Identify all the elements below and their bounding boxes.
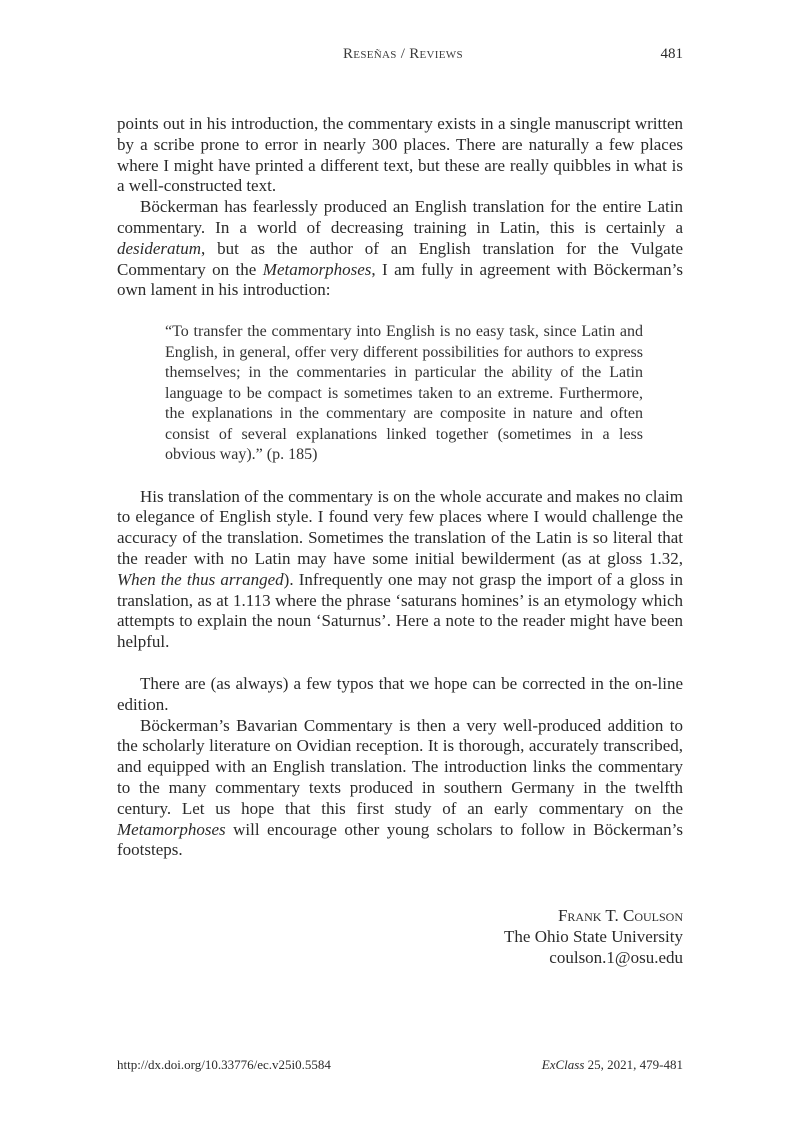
- page-header: [117, 46, 683, 68]
- reviewer-email[interactable]: coulson.1@osu.edu: [549, 947, 683, 967]
- page-number: 481: [660, 46, 683, 62]
- review-body: [117, 114, 683, 861]
- reviewer-name: Frank T. Coulson: [557, 906, 683, 925]
- italic-gloss: When the thus arranged: [117, 569, 284, 589]
- block-quote: “To transfer the commentary into English is no easy task, since Latin and English, in general, offer very different possibilities for authors to express themselves; in the commentaries in particular the ability of the Latin language to be compact is sometimes taken to an extreme. Furthermore, the explanations in the commentary are composite in nature and often consist of several explanations linked together (sometimes in a less obvious way).” (p. 185): [165, 323, 643, 464]
- paragraph-5: Böckerman’s Bavarian Commentary is then a very well-produced addition to the scholarly literature on Ovidian reception. It is thorough, accurately transcribed, and equipped with an English translation. The introduction links the commentary to the many commentary texts produced in southern Germany in the twelfth century. Let us hope that this first study of an early commentary on the Metamorphoses will encourage other young scholars to follow in Böckerman’s footsteps.: [117, 715, 683, 860]
- running-head: Reseñas / Reviews: [343, 46, 463, 62]
- page-footer: [117, 1057, 683, 1077]
- italic-title: Metamorphoses: [262, 259, 372, 279]
- italic-term: desideratum: [117, 238, 202, 258]
- paragraph-4: There are (as always) a few typos that we hope can be corrected in the on-line edition.: [117, 674, 683, 714]
- paragraph-3: His translation of the commentary is on the whole accurate and makes no claim to elegance of English style. I found very few places where I would challenge the accuracy of the translation. Sometimes the translation of the Latin is so literal that the reader with no Latin may have some initial bewilderment (as at gloss 1.32, When the thus arranged). Infrequently one may not grasp the import of a gloss in translation, as at 1.113 where the phrase ‘saturans homines’ is an etymology which attempts to explain the noun ‘Saturnus’. Here a note to the reader might have been helpful.: [117, 486, 683, 652]
- reviewer-affiliation: The Ohio State University: [504, 926, 683, 946]
- doi-link[interactable]: http://dx.doi.org/10.33776/ec.v25i0.5584: [117, 1057, 331, 1072]
- paragraph-spacer: [117, 653, 683, 674]
- paragraph-1: points out in his introduction, the commentary exists in a single manuscript written by a scribe prone to error in nearly 300 places. There are naturally a few places where I might have printed a different text, but these are really quibbles in what is a well-constructed text.: [117, 114, 683, 196]
- paragraph-2: Böckerman has fearlessly produced an English translation for the entire Latin commentary. In a world of decreasing training in Latin, this is certainly a desideratum, but as the author of an English translation for the Vulgate Commentary on the Metamorphoses, I am fully in agreement with Böckerman’s own lament in his introduction:: [117, 197, 683, 300]
- journal-citation: ExClass 25, 2021, 479-481: [541, 1057, 683, 1072]
- reviewer-signature: [504, 906, 683, 968]
- italic-title: Metamorphoses: [117, 819, 226, 839]
